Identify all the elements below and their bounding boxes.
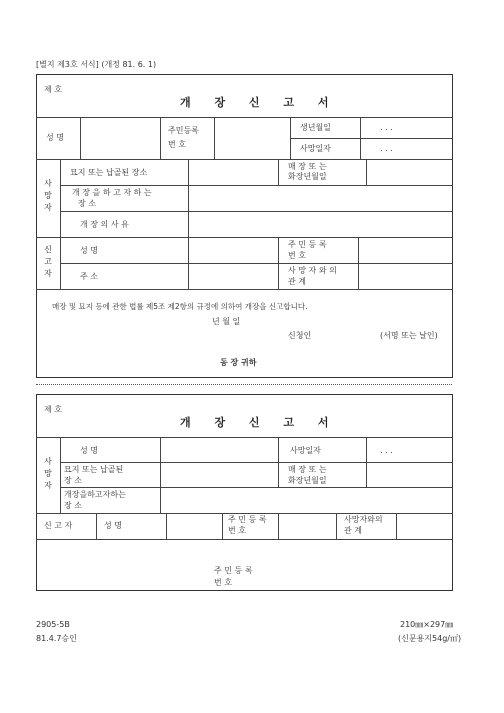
- applicant-label: 신청인: [288, 331, 312, 340]
- reburial-place-label: 개 장 을 하 고 자 하 는: [72, 188, 152, 197]
- death-date-value[interactable]: . . .: [380, 144, 393, 153]
- form2-reporter-rrn-label-2: 번 호: [228, 526, 246, 535]
- reporter-rrn-label: 주 민 등 록: [288, 240, 327, 249]
- form1-title: 개 장 신 고 서: [180, 96, 339, 109]
- form2-reburial-label-2: 장 소: [64, 501, 82, 510]
- grave-place-label: 묘지 또는 납골된 장소: [70, 168, 148, 177]
- death-date-label: 사망일자: [300, 144, 331, 153]
- reason-label: 개 장 의 사 유: [80, 220, 129, 229]
- form2-reburial-label: 개장을하고자하는: [64, 490, 126, 499]
- form2-stamp-rrn-label: 주 민 등 록: [214, 566, 253, 575]
- footer-approval: 81.4.7승인: [36, 634, 77, 643]
- form2-number-label: 제 호: [44, 405, 62, 414]
- form2-relation-label-2: 관 계: [344, 526, 362, 535]
- form2-reporter-label: 신 고 자: [44, 521, 73, 530]
- rrn-label-2: 번 호: [168, 140, 186, 149]
- address-label: 주 소: [80, 272, 98, 281]
- form2-reporter-name-label: 성 명: [104, 521, 122, 530]
- rrn-field[interactable]: [216, 120, 288, 156]
- reburial-place-label-2: 장 소: [78, 199, 96, 208]
- reporter-name-label: 성 명: [80, 246, 98, 255]
- form2-deceased-group: 사 망 자: [44, 457, 52, 490]
- form2-burial-date-label: 매 장 또 는: [288, 465, 327, 474]
- reporter-group-label: 신 고 자: [44, 245, 52, 278]
- form2-title: 개 장 신 고 서: [180, 416, 339, 429]
- declaration-text: 매장 및 묘지 등에 관한 법률 제5조 제2항의 규정에 의하여 개장을 신고합니다.: [52, 302, 308, 311]
- declaration-date: 년 월 일: [212, 317, 241, 326]
- form1-number-label: 제 호: [44, 85, 62, 94]
- form2-death-date-label: 사망일자: [290, 446, 321, 455]
- form2-grave-label: 묘지 또는 납골된: [64, 465, 124, 474]
- footer-paper-type: (신문용지54g/㎡): [398, 634, 462, 643]
- birth-value[interactable]: . . .: [380, 123, 393, 132]
- footer-paper-size: 210㎜×297㎜: [400, 620, 454, 629]
- form2-stamp-rrn-label-2: 번 호: [214, 578, 232, 587]
- form2-death-date-value[interactable]: . . .: [380, 446, 393, 455]
- form-reference: [별지 제3호 서식] (개정 81. 6. 1): [36, 60, 157, 69]
- form2-name-label: 성 명: [80, 446, 98, 455]
- name-label: 성 명: [46, 133, 64, 142]
- reporter-rrn-label-2: 번 호: [288, 251, 306, 260]
- burial-date-label: 매 장 또 는: [288, 162, 327, 171]
- cut-line: [36, 384, 452, 385]
- form2-burial-date-label-2: 화장년월일: [288, 476, 327, 485]
- form2-reporter-rrn-label: 주 민 등 록: [228, 515, 267, 524]
- deceased-group-label: 사 망 자: [44, 179, 52, 212]
- signature-note: (서명 또는 날인): [380, 331, 438, 340]
- relation-label-2: 관 계: [288, 277, 306, 286]
- rrn-label: 주민등록: [168, 126, 199, 135]
- burial-date-label-2: 화장년월일: [288, 172, 327, 181]
- form2-relation-label: 사망자와의: [344, 515, 383, 524]
- relation-label: 사 망 자 와 의: [288, 266, 337, 275]
- form2-grave-label-2: 장 소: [64, 476, 82, 485]
- birth-label: 생년월일: [300, 123, 331, 132]
- name-field[interactable]: [82, 120, 158, 156]
- footer-form-code: 2905-5B: [36, 620, 70, 629]
- recipient-label: 동 장 귀하: [220, 358, 257, 367]
